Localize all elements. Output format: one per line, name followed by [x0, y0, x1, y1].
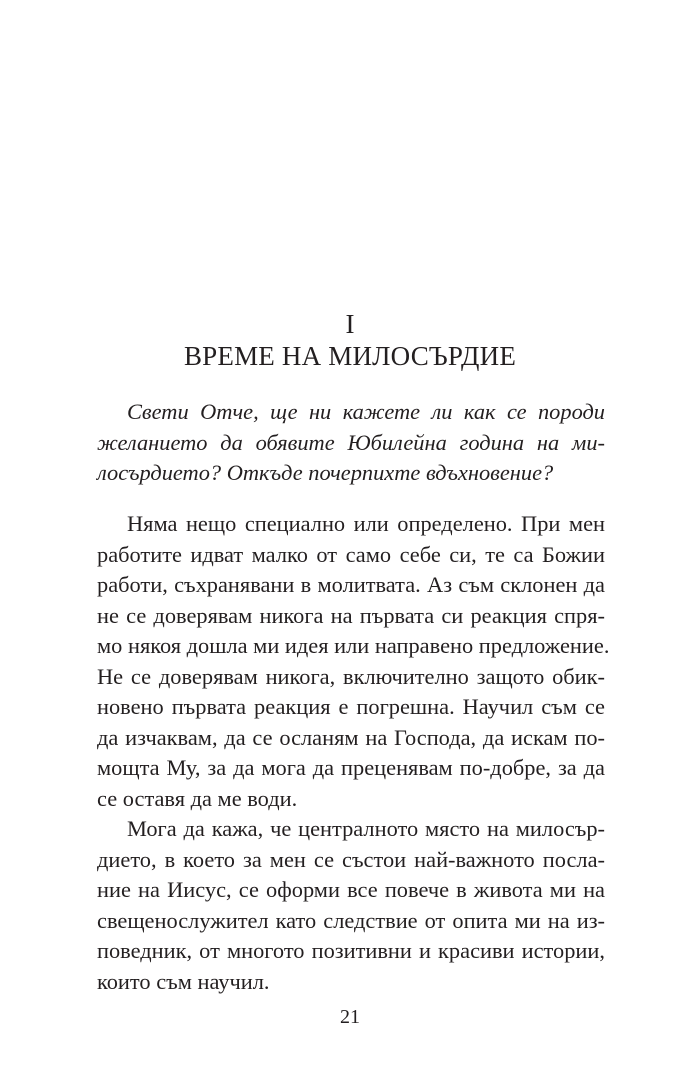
page-number: 21: [340, 1006, 360, 1028]
question-line: Свети Отче, ще ни кажете ли как се породи: [127, 399, 605, 424]
text-line: се оставя да ме води.: [97, 785, 298, 811]
text-line: Не се доверявам никога, включително защото обик-: [97, 663, 605, 689]
text-line: Няма нещо специално или определено. При мен: [127, 511, 605, 536]
question-line: желанието да обявите Юбилейна година на ми-: [97, 429, 605, 455]
text-line: не се доверявам никога на първата си реакция спря-: [97, 602, 605, 628]
text-line: които съм научил.: [97, 968, 270, 994]
interview-answer: [97, 509, 610, 997]
question-line: лосърдието? Откъде почерпихте вдъхновение?: [97, 460, 554, 485]
text-line: поведник, от многото позитивни и красиви истории,: [97, 938, 605, 963]
interview-question: [97, 397, 605, 489]
text-line: новено първата реакция е погрешна. Научил съм се: [97, 694, 605, 719]
chapter-title: ВРЕМЕ НА МИЛОСЪРДИЕ: [183, 341, 517, 371]
text-line: работите идват малко от само себе си, те са Божии: [97, 541, 605, 567]
text-line: свещенослужител като следствие от опита ми на из-: [97, 907, 605, 933]
text-line: дието, в което за мен се състои най-важното посла-: [97, 846, 605, 872]
text-line: ние на Иисус, се оформи все повече в живота ми на: [97, 877, 605, 902]
chapter-number: I: [345, 309, 355, 339]
text-line: мощта Му, за да мога да преценявам по-добре, за да: [97, 755, 605, 780]
text-line: Мога да кажа, че централното място на милосър-: [127, 816, 605, 841]
text-line: да изчаквам, да се осланям на Господа, да искам по-: [97, 724, 605, 750]
text-line: мо някоя дошла ми идея или направено предложение.: [97, 633, 610, 658]
paragraph: [97, 509, 610, 814]
paragraph: [97, 814, 605, 997]
text-line: работи, съхранявани в молитвата. Аз съм склонен да: [97, 572, 605, 597]
